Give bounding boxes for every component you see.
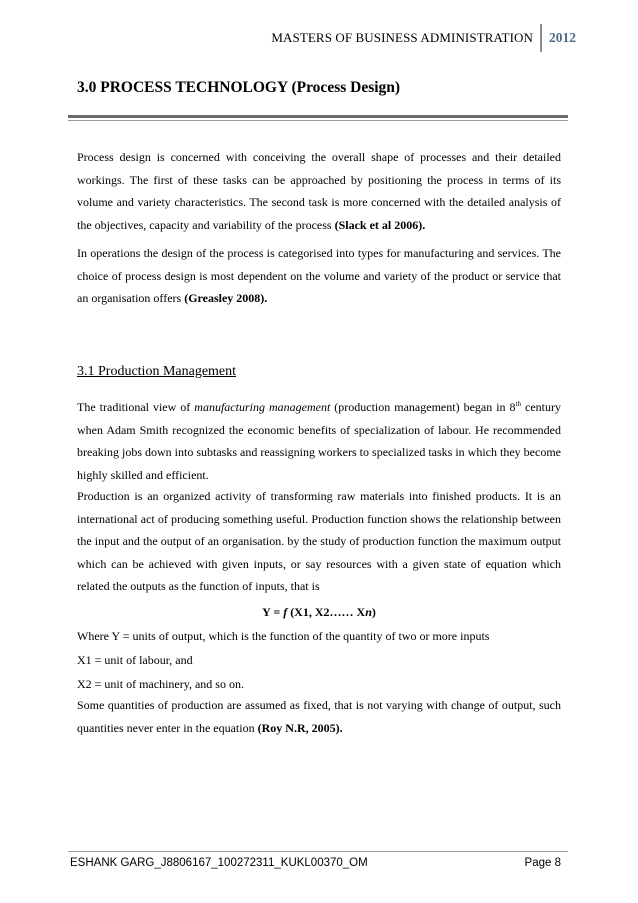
paragraph-text: The traditional view of: [77, 400, 195, 414]
ordinal-superscript: th: [515, 400, 522, 408]
paragraph-production-definition: Production is an organized activity of transforming raw materials into finished products. It is an international act of producing something useful. Production function shows the relationship between the input and the output of an organisation. by the study of production function the maximum output which can be achieved with given inputs, or say resources with a given state of equation which related the outputs as the function of inputs, that is: [77, 489, 561, 593]
paragraph-operations: [77, 242, 561, 310]
paragraph-text: Process design is concerned with conceiving the overall shape of processes and their detailed workings. The first of these tasks can be approached by positioning the process in terms of its volume and variety characteristics. The second task is more concerned with the detailed analysis of the objectives, capacity and variability of the process: [77, 150, 561, 232]
paragraph-text: (production management) began in 8: [330, 400, 516, 414]
footer-divider: [68, 851, 568, 852]
citation: (Greasley 2008).: [184, 291, 268, 305]
title-divider-thin: [68, 120, 568, 121]
page-header: [271, 24, 576, 52]
citation: (Slack et al 2006).: [334, 217, 426, 232]
title-divider-thick: [68, 115, 568, 118]
equation-definition-x1: X1 = unit of labour, and: [77, 653, 193, 667]
paragraph-process-design: [77, 146, 561, 236]
citation: (Roy N.R, 2005).: [257, 720, 343, 735]
production-equation: [0, 605, 638, 620]
header-year: 2012: [549, 30, 576, 45]
paragraph-text: In operations the design of the process is categorised into types for manufacturing and services. The choice of process design is most dependent on the volume and variety of the product or service that an organisation offers: [77, 246, 561, 305]
subsection-title: 3.1 Production Management: [77, 364, 237, 379]
equation-lhs: Y =: [262, 605, 284, 619]
equation-function: f: [283, 605, 288, 619]
section-title: 3.0 PROCESS TECHNOLOGY (Process Design): [77, 79, 401, 96]
footer-author-id: ESHANK GARG_J8806167_100272311_KUKL00370_OM: [70, 857, 368, 869]
paragraph-text: Some quantities of production are assumed as fixed, that is not varying with change of output, such quantities never enter in the equation: [77, 698, 561, 735]
equation-n: n: [365, 605, 372, 619]
equation-definition-x2: X2 = unit of machinery, and so on.: [77, 677, 244, 691]
equation-args: (X1, X2…… X: [287, 605, 366, 619]
header-title: MASTERS OF BUSINESS ADMINISTRATION: [271, 30, 533, 45]
equation-definition-y: Where Y = units of output, which is the function of the quantity of two or more inputs: [77, 629, 490, 643]
page-number: Page 8: [524, 857, 561, 869]
equation-close: ): [371, 605, 376, 619]
paragraph-fixed-quantities: [77, 694, 561, 739]
paragraph-text: century when Adam Smith recognized the economic benefits of specialization of labour. He recommended breaking jobs down into subtasks and reassigning workers to specialized tasks in which they become highly skilled and efficient.: [77, 400, 561, 482]
italic-term: manufacturing management: [194, 400, 331, 414]
paragraph-traditional-view: [77, 396, 561, 486]
